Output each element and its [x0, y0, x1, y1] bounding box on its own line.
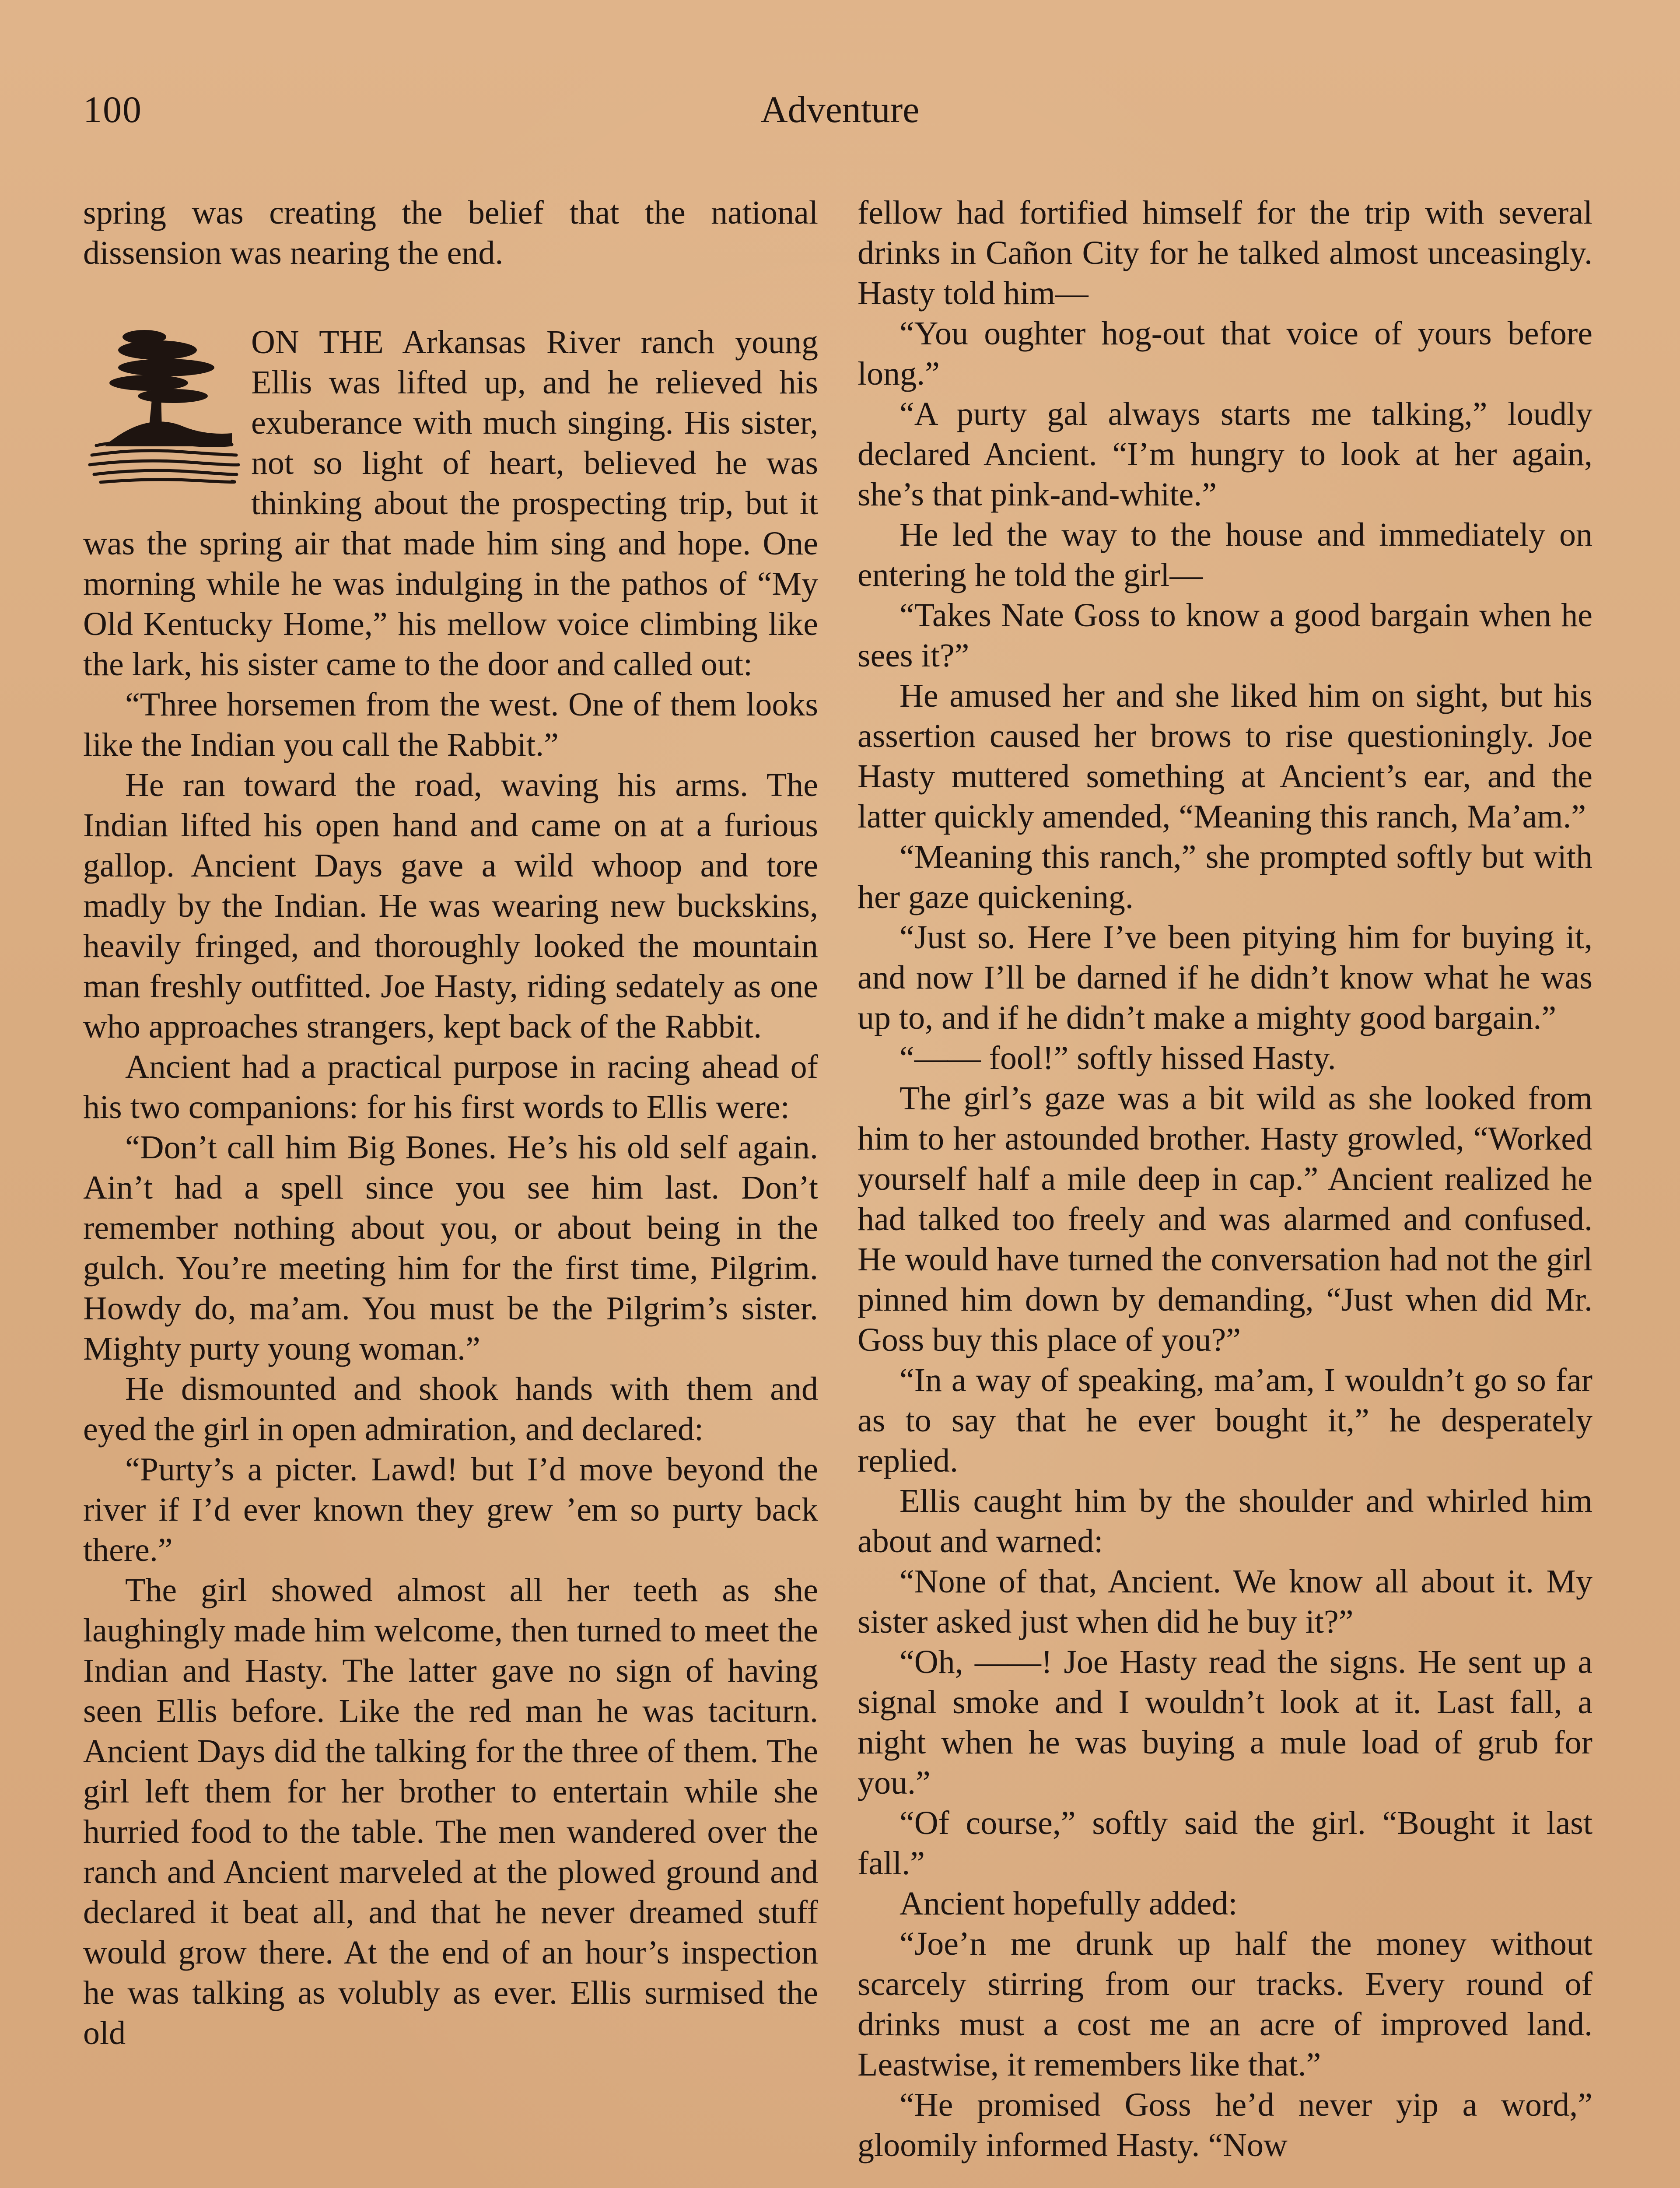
paragraph: “He promised Goss he’d never yip a word,” gloomily informed Hasty. “Now: [858, 2086, 1592, 2163]
paragraph: “Don’t call him Big Bones. He’s his old self again. Ain’t had a spell since you see him last. Don’t remember nothing about you, or about being in the gulch. You’re meeting him for the first time, Pilgrim. Howdy do, ma’am. You must be the Pilgrim’s sister. Mighty purty young woman.”: [83, 1129, 818, 1367]
paragraph: fellow had fortified himself for the trip with several drinks in Cañon City for he talked almost unceasingly. Hasty told him—: [858, 194, 1592, 312]
paragraph: He ran toward the road, waving his arms. The Indian lifted his open hand and came on at a furious gallop. Ancient Days gave a wild whoop and tore madly by the Indian. He was wearing new buckskins, heavily fringed, and thoroughly looked the mountain man freshly outfitted. Joe Hasty, riding sedately as one who approaches strangers, kept back of the Rabbit.: [83, 767, 818, 1045]
section-opening-text: ON THE Arkansas River ranch young Ellis was lifted up, and he relieved his exuberance with much singing. His sister, not so light of heart, believed he was thinking about the prospecting trip, but it was the spring air that made him sing and hope. One morning while he was indulging in the pathos of “My Old Kentucky Home,” his mellow voice climbing like the lark, his sister came to the door and called out:: [83, 324, 818, 683]
right-column: [858, 193, 1592, 2165]
paragraph: “Takes Nate Goss to know a good bargain when he sees it?”: [858, 597, 1592, 674]
tree-on-headland-vignette-icon: [83, 324, 241, 486]
paragraph: The girl showed almost all her teeth as she laughingly made him welcome, then turned to meet the Indian and Hasty. The latter gave no sign of having seen Ellis before. Like the red man he was taciturn. Ancient Days did the talking for the three of them. The girl left them for her brother to entertain while she hurried food to the table. The men wandered over the ranch and Ancient marveled at the plowed ground and declared it beat all, and that he never dreamed stuff would grow there. At the end of an hour’s inspection he was talking as volubly as ever. Ellis surmised the old: [83, 1572, 818, 2051]
paragraph: spring was creating the belief that the national dissension was nearing the end.: [83, 194, 818, 271]
left-column: [83, 193, 818, 2053]
page-header: [83, 88, 1597, 140]
paragraph: Ellis caught him by the shoulder and whirled him about and warned:: [858, 1483, 1592, 1560]
paragraph: “A purty gal always starts me talking,” loudly declared Ancient. “I’m hungry to look at her again, she’s that pink-and-white.”: [858, 396, 1592, 513]
paragraph: “You oughter hog-out that voice of yours before long.”: [858, 315, 1592, 392]
paragraph: “—— fool!” softly hissed Hasty.: [900, 1040, 1336, 1076]
paragraph: “In a way of speaking, ma’am, I wouldn’t go so far as to say that he ever bought it,” he desperately replied.: [858, 1362, 1592, 1479]
paragraph: “Joe’n me drunk up half the money without scarcely stirring from our tracks. Every round of drinks must a cost me an acre of improved land. Leastwise, it remembers like that.”: [858, 1925, 1592, 2083]
paragraph: He led the way to the house and immediately on entering he told the girl—: [858, 516, 1592, 593]
paragraph: “Oh, ——! Joe Hasty read the signs. He sent up a signal smoke and I wouldn’t look at it. Last fall, a night when he was buying a mule load of grub for you.”: [858, 1644, 1592, 1801]
section-opening-paragraph: [83, 322, 818, 684]
paragraph: “Purty’s a picter. Lawd! but I’d move beyond the river if I’d ever known they grew ’em so purty back there.”: [83, 1451, 818, 1568]
paragraph: “Three horsemen from the west. One of them looks like the Indian you call the Rabbit.”: [83, 686, 818, 763]
running-title: Adventure: [760, 88, 920, 130]
page-number: 100: [83, 88, 142, 130]
paragraph: He amused her and she liked him on sight, but his assertion caused her brows to rise questioningly. Joe Hasty muttered something at Ancient’s ear, and the latter quickly amended, “Meaning this ranch, Ma’am.”: [858, 677, 1592, 835]
paragraph: “None of that, Ancient. We know all about it. My sister asked just when did he buy it?”: [858, 1563, 1592, 1640]
paragraph: Ancient had a practical purpose in racing ahead of his two companions: for his first words to Ellis were:: [83, 1048, 818, 1126]
paragraph: Ancient hopefully added:: [900, 1885, 1238, 1922]
paragraph: He dismounted and shook hands with them and eyed the girl in open admiration, and declared:: [83, 1371, 818, 1448]
paragraph: “Meaning this ranch,” she prompted softly but with her gaze quickening.: [858, 838, 1592, 915]
paragraph: The girl’s gaze was a bit wild as she looked from him to her astounded brother. Hasty growled, “Worked yourself half a mile deep in cap.” Ancient realized he had talked too freely and was alarmed and confused. He would have turned the conversation had not the girl pinned him down by demanding, “Just when did Mr. Goss buy this place of you?”: [858, 1080, 1592, 1358]
paragraph: “Just so. Here I’ve been pitying him for buying it, and now I’ll be darned if he didn’t know what he was up to, and if he didn’t make a mighty good bargain.”: [858, 919, 1592, 1036]
paragraph: “Of course,” softly said the girl. “Bought it last fall.”: [858, 1805, 1592, 1882]
